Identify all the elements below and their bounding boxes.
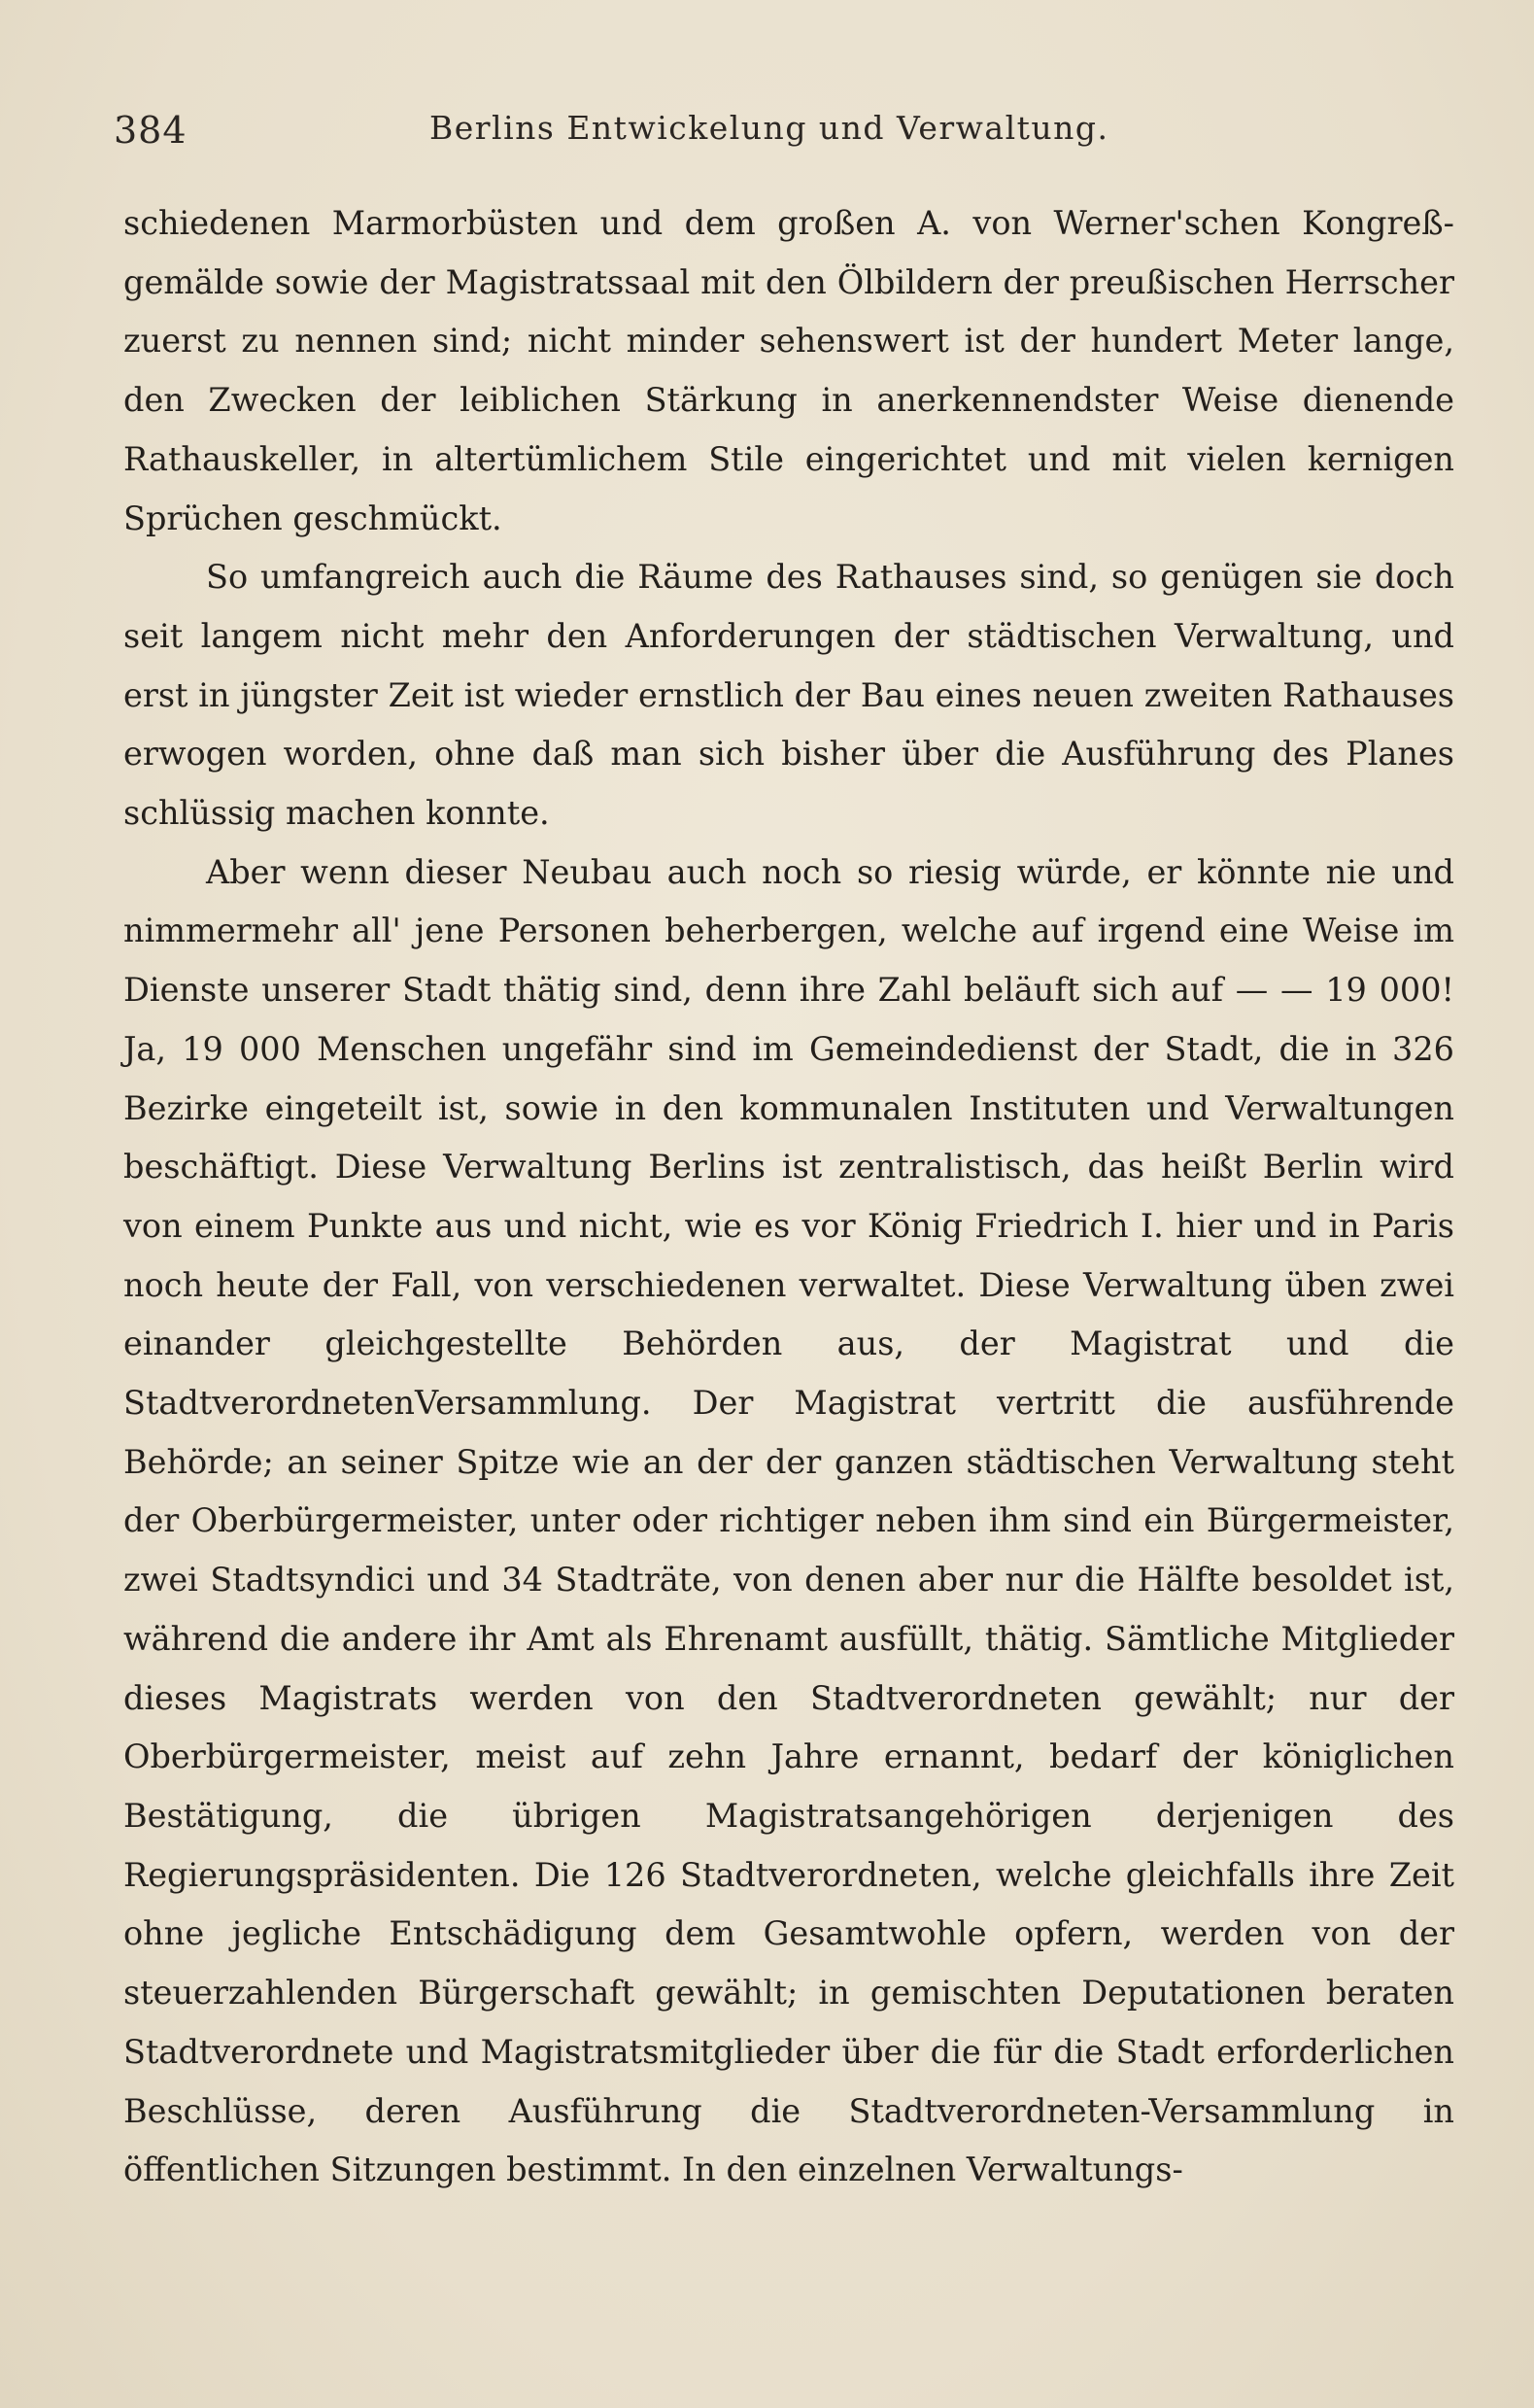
paragraph: So umfangreich auch die Räume des Rathauses sind, so genügen sie doch seit langem nicht mehr den Anforderungen der städtischen Verwaltung, und erst in jüngster Zeit ist wieder ernstlich der Bau eines neuen zweiten Rathauses erwogen worden, ohne daß man sich bisher über die Ausführung des Planes schlüssig machen konnte. bbox=[123, 558, 1454, 833]
paragraph: Aber wenn dieser Neubau auch noch so riesig würde, er könnte nie und nimmermehr all' jene Personen beherbergen, welche auf irgend eine Weise im Dienste unserer Stadt thätig sind, denn ihre Zahl beläuft sich auf — — 19 000! Ja, 19 000 Menschen ungefähr sind im Gemeindedienst der Stadt, die in 326 Bezirke eingeteilt ist, sowie in den kommunalen Instituten und Verwaltungen beschäftigt. Diese Verwaltung Berlins ist zentralistisch, das heißt Berlin wird von einem Punkte aus und nicht, wie es vor König Friedrich I. hier und in Paris noch heute der Fall, von verschiedenen verwaltet. Diese Verwaltung üben zwei einander gleichgestellte Behörden aus, der Magistrat und die StadtverordnetenVersammlung. Der Magistrat vertritt die ausführende Behörde; an seiner Spitze wie an der der ganzen städtischen Verwaltung steht der Oberbürgermeister, unter oder richtiger neben ihm sind ein Bürgermeister, zwei Stadtsyndici und 34 Stadträte, von denen aber nur die Hälfte besoldet ist, während die andere ihr Amt als Ehrenamt ausfüllt, thätig. Sämtliche Mitglieder dieses Magistrats werden von den Stadtverordneten gewählt; nur der Oberbürgermeister, meist auf zehn Jahre ernannt, bedarf der königlichen Bestätigung, die übrigen Magistratsangehörigen derjenigen des Regierungspräsidenten. Die 126 Stadtverordneten, welche gleichfalls ihre Zeit ohne jegliche Entschädigung dem Gesamtwohle opfern, werden von der steuerzahlenden Bürgerschaft gewählt; in gemischten Deputationen beraten Stadtverordnete und Magistratsmitglieder über die für die Stadt erforderlichen Beschlüsse, deren Ausführung die Stadtverordneten-Versammlung in öffentlichen Sitzungen bestimmt. In den einzelnen Verwaltungs- bbox=[123, 852, 1454, 2189]
page-number: 384 bbox=[114, 109, 187, 152]
running-head: Berlins Entwickelung und Verwaltung. bbox=[429, 109, 1109, 147]
page-header bbox=[114, 105, 1457, 154]
paragraph-continued: schiedenen Marmorbüsten und dem großen A. von Werner'schen Kongreßgemälde sowie der Magistratssaal mit den Ölbildern der preußischen Herrscher zuerst zu nennen sind; nicht minder sehenswert ist der hundert Meter lange, den Zwecken der leiblichen Stärkung in anerkennendster Weise dienende Rathauskeller, in altertümlichem Stile eingerichtet und mit vielen kernigen Sprüchen geschmückt. bbox=[123, 204, 1454, 537]
body-text bbox=[123, 194, 1454, 2200]
